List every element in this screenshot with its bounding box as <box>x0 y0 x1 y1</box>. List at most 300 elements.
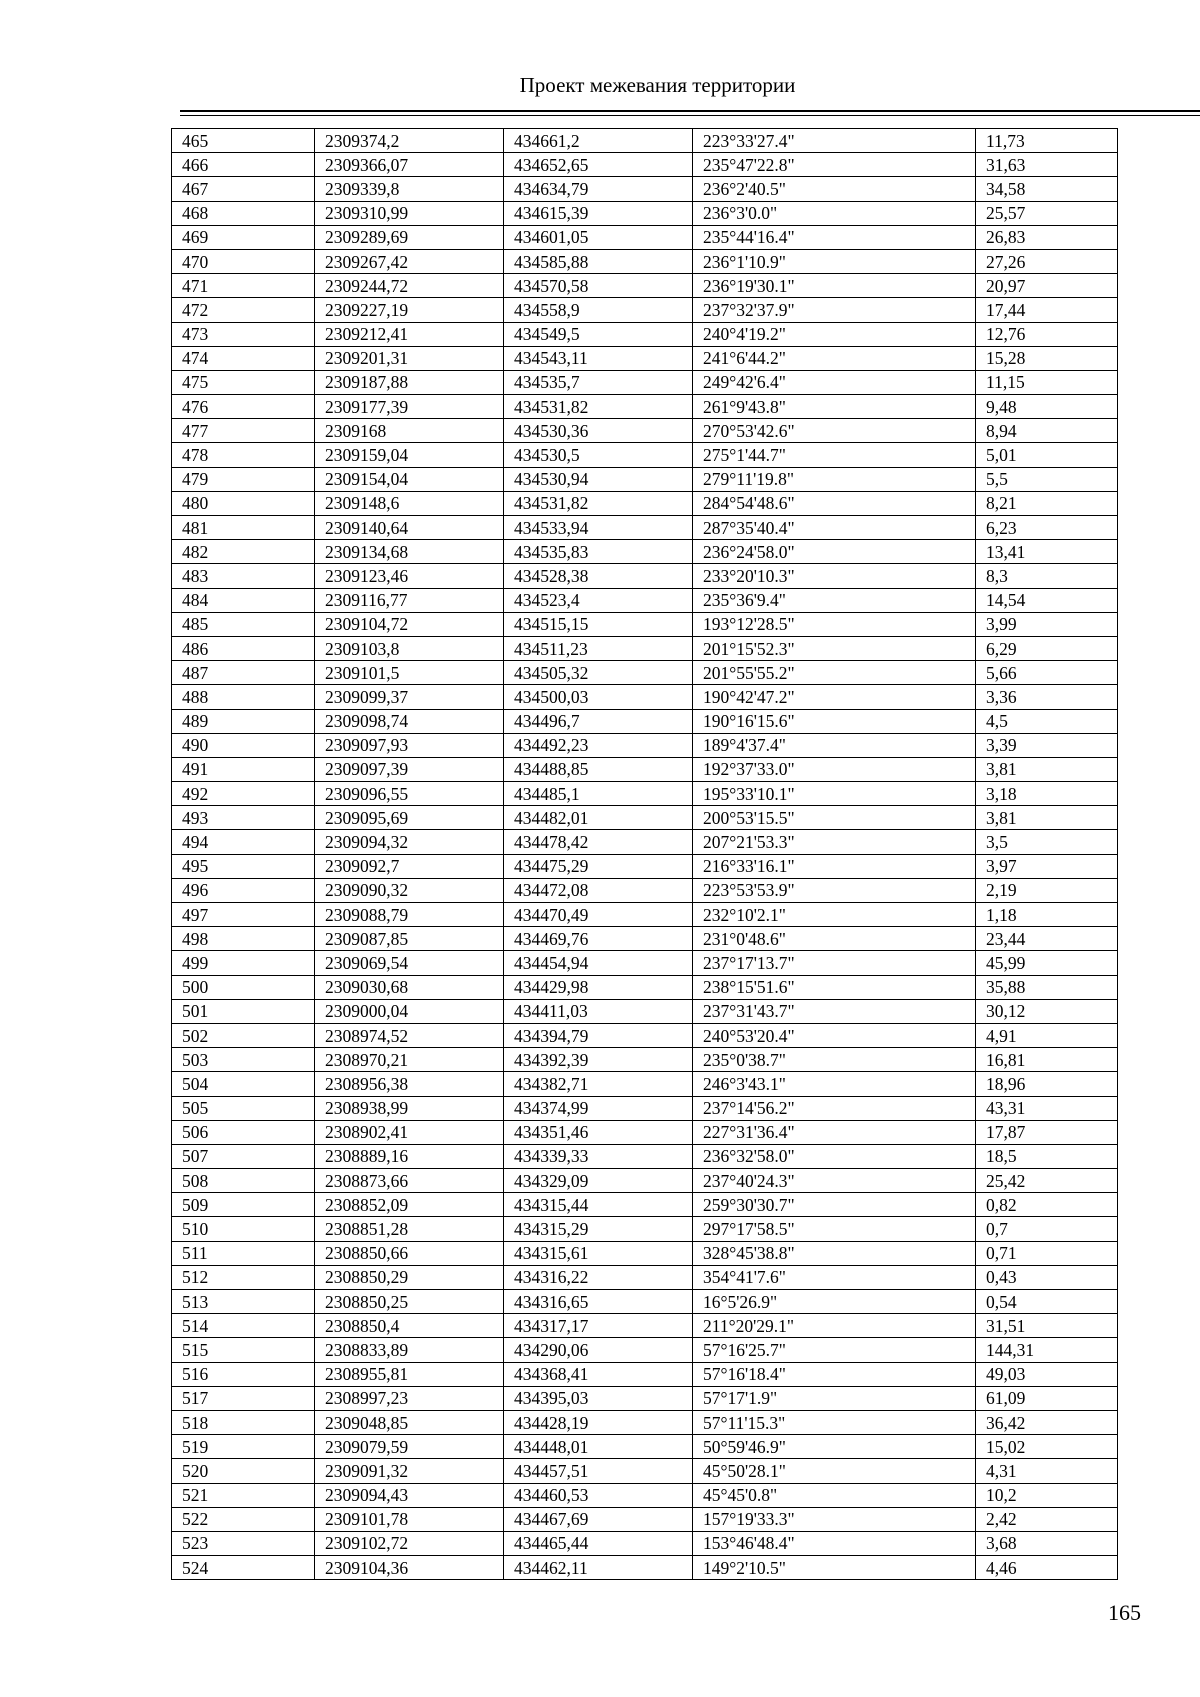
table-row <box>172 1410 1118 1434</box>
point-number-cell: 495 <box>172 854 315 878</box>
point-number-cell: 465 <box>172 129 315 153</box>
bearing-cell: 240°4'19.2" <box>693 322 976 346</box>
table-row <box>172 1072 1118 1096</box>
page-number: 165 <box>1108 1600 1141 1625</box>
distance-cell: 30,12 <box>976 999 1118 1023</box>
y-coordinate-cell: 434652,65 <box>504 153 693 177</box>
x-coordinate-cell: 2309087,85 <box>315 927 504 951</box>
y-coordinate-cell: 434472,08 <box>504 878 693 902</box>
bearing-cell: 354°41'7.6" <box>693 1265 976 1289</box>
bearing-cell: 153°46'48.4" <box>693 1531 976 1555</box>
point-number-cell: 507 <box>172 1144 315 1168</box>
y-coordinate-cell: 434315,29 <box>504 1217 693 1241</box>
distance-cell: 5,5 <box>976 467 1118 491</box>
bearing-cell: 237°40'24.3" <box>693 1169 976 1193</box>
point-number-cell: 516 <box>172 1362 315 1386</box>
bearing-cell: 237°31'43.7" <box>693 999 976 1023</box>
point-number-cell: 501 <box>172 999 315 1023</box>
x-coordinate-cell: 2309187,88 <box>315 370 504 394</box>
bearing-cell: 275°1'44.7" <box>693 443 976 467</box>
y-coordinate-cell: 434448,01 <box>504 1435 693 1459</box>
y-coordinate-cell: 434488,85 <box>504 757 693 781</box>
table-row <box>172 274 1118 298</box>
distance-cell: 3,99 <box>976 612 1118 636</box>
x-coordinate-cell: 2309212,41 <box>315 322 504 346</box>
distance-cell: 3,97 <box>976 854 1118 878</box>
bearing-cell: 57°16'25.7" <box>693 1338 976 1362</box>
x-coordinate-cell: 2308850,4 <box>315 1314 504 1338</box>
y-coordinate-cell: 434570,58 <box>504 274 693 298</box>
point-number-cell: 488 <box>172 685 315 709</box>
distance-cell: 5,01 <box>976 443 1118 467</box>
point-number-cell: 482 <box>172 540 315 564</box>
distance-cell: 11,15 <box>976 370 1118 394</box>
y-coordinate-cell: 434634,79 <box>504 177 693 201</box>
point-number-cell: 485 <box>172 612 315 636</box>
table-row <box>172 1435 1118 1459</box>
x-coordinate-cell: 2309101,78 <box>315 1507 504 1531</box>
distance-cell: 18,96 <box>976 1072 1118 1096</box>
distance-cell: 4,5 <box>976 709 1118 733</box>
y-coordinate-cell: 434523,4 <box>504 588 693 612</box>
distance-cell: 6,23 <box>976 516 1118 540</box>
table-row <box>172 129 1118 153</box>
y-coordinate-cell: 434460,53 <box>504 1483 693 1507</box>
distance-cell: 25,57 <box>976 201 1118 225</box>
distance-cell: 3,68 <box>976 1531 1118 1555</box>
table-row <box>172 1290 1118 1314</box>
point-number-cell: 494 <box>172 830 315 854</box>
point-number-cell: 497 <box>172 903 315 927</box>
distance-cell: 12,76 <box>976 322 1118 346</box>
table-row <box>172 1507 1118 1531</box>
point-number-cell: 515 <box>172 1338 315 1362</box>
table-row <box>172 419 1118 443</box>
x-coordinate-cell: 2308873,66 <box>315 1169 504 1193</box>
table-row <box>172 177 1118 201</box>
y-coordinate-cell: 434395,03 <box>504 1386 693 1410</box>
distance-cell: 0,43 <box>976 1265 1118 1289</box>
point-number-cell: 522 <box>172 1507 315 1531</box>
bearing-cell: 223°53'53.9" <box>693 878 976 902</box>
point-number-cell: 487 <box>172 661 315 685</box>
distance-cell: 0,54 <box>976 1290 1118 1314</box>
table-row <box>172 1169 1118 1193</box>
y-coordinate-cell: 434316,65 <box>504 1290 693 1314</box>
distance-cell: 3,39 <box>976 733 1118 757</box>
x-coordinate-cell: 2309069,54 <box>315 951 504 975</box>
coordinates-table <box>171 128 1118 1580</box>
y-coordinate-cell: 434482,01 <box>504 806 693 830</box>
distance-cell: 0,7 <box>976 1217 1118 1241</box>
y-coordinate-cell: 434531,82 <box>504 491 693 515</box>
distance-cell: 3,18 <box>976 782 1118 806</box>
x-coordinate-cell: 2308970,21 <box>315 1048 504 1072</box>
y-coordinate-cell: 434543,11 <box>504 346 693 370</box>
y-coordinate-cell: 434382,71 <box>504 1072 693 1096</box>
x-coordinate-cell: 2309339,8 <box>315 177 504 201</box>
point-number-cell: 521 <box>172 1483 315 1507</box>
bearing-cell: 189°4'37.4" <box>693 733 976 757</box>
y-coordinate-cell: 434315,44 <box>504 1193 693 1217</box>
y-coordinate-cell: 434429,98 <box>504 975 693 999</box>
y-coordinate-cell: 434469,76 <box>504 927 693 951</box>
distance-cell: 27,26 <box>976 249 1118 273</box>
y-coordinate-cell: 434465,44 <box>504 1531 693 1555</box>
bearing-cell: 241°6'44.2" <box>693 346 976 370</box>
point-number-cell: 493 <box>172 806 315 830</box>
x-coordinate-cell: 2309267,42 <box>315 249 504 273</box>
y-coordinate-cell: 434661,2 <box>504 129 693 153</box>
table-row <box>172 951 1118 975</box>
x-coordinate-cell: 2309140,64 <box>315 516 504 540</box>
table-row <box>172 491 1118 515</box>
x-coordinate-cell: 2309102,72 <box>315 1531 504 1555</box>
table-row <box>172 661 1118 685</box>
table-row <box>172 225 1118 249</box>
x-coordinate-cell: 2309201,31 <box>315 346 504 370</box>
bearing-cell: 237°17'13.7" <box>693 951 976 975</box>
point-number-cell: 471 <box>172 274 315 298</box>
x-coordinate-cell: 2309366,07 <box>315 153 504 177</box>
bearing-cell: 259°30'30.7" <box>693 1193 976 1217</box>
bearing-cell: 216°33'16.1" <box>693 854 976 878</box>
y-coordinate-cell: 434290,06 <box>504 1338 693 1362</box>
point-number-cell: 513 <box>172 1290 315 1314</box>
bearing-cell: 223°33'27.4" <box>693 129 976 153</box>
bearing-cell: 45°50'28.1" <box>693 1459 976 1483</box>
table-row <box>172 782 1118 806</box>
point-number-cell: 478 <box>172 443 315 467</box>
distance-cell: 4,31 <box>976 1459 1118 1483</box>
table-row <box>172 201 1118 225</box>
point-number-cell: 506 <box>172 1120 315 1144</box>
y-coordinate-cell: 434615,39 <box>504 201 693 225</box>
distance-cell: 144,31 <box>976 1338 1118 1362</box>
bearing-cell: 235°44'16.4" <box>693 225 976 249</box>
point-number-cell: 510 <box>172 1217 315 1241</box>
table-row <box>172 733 1118 757</box>
bearing-cell: 237°14'56.2" <box>693 1096 976 1120</box>
x-coordinate-cell: 2309310,99 <box>315 201 504 225</box>
point-number-cell: 511 <box>172 1241 315 1265</box>
x-coordinate-cell: 2309098,74 <box>315 709 504 733</box>
distance-cell: 16,81 <box>976 1048 1118 1072</box>
table-row <box>172 1265 1118 1289</box>
bearing-cell: 236°1'10.9" <box>693 249 976 273</box>
table-row <box>172 1144 1118 1168</box>
distance-cell: 8,94 <box>976 419 1118 443</box>
bearing-cell: 195°33'10.1" <box>693 782 976 806</box>
y-coordinate-cell: 434530,5 <box>504 443 693 467</box>
x-coordinate-cell: 2309374,2 <box>315 129 504 153</box>
distance-cell: 18,5 <box>976 1144 1118 1168</box>
table-row <box>172 153 1118 177</box>
x-coordinate-cell: 2309092,7 <box>315 854 504 878</box>
x-coordinate-cell: 2309116,77 <box>315 588 504 612</box>
table-row <box>172 612 1118 636</box>
y-coordinate-cell: 434585,88 <box>504 249 693 273</box>
bearing-cell: 232°10'2.1" <box>693 903 976 927</box>
x-coordinate-cell: 2308852,09 <box>315 1193 504 1217</box>
point-number-cell: 498 <box>172 927 315 951</box>
table-row <box>172 1023 1118 1047</box>
distance-cell: 4,46 <box>976 1556 1118 1580</box>
table-row <box>172 370 1118 394</box>
x-coordinate-cell: 2309103,8 <box>315 636 504 660</box>
y-coordinate-cell: 434454,94 <box>504 951 693 975</box>
table-row <box>172 443 1118 467</box>
x-coordinate-cell: 2309227,19 <box>315 298 504 322</box>
y-coordinate-cell: 434329,09 <box>504 1169 693 1193</box>
y-coordinate-cell: 434394,79 <box>504 1023 693 1047</box>
y-coordinate-cell: 434530,36 <box>504 419 693 443</box>
y-coordinate-cell: 434316,22 <box>504 1265 693 1289</box>
y-coordinate-cell: 434475,29 <box>504 854 693 878</box>
point-number-cell: 468 <box>172 201 315 225</box>
distance-cell: 15,02 <box>976 1435 1118 1459</box>
distance-cell: 3,81 <box>976 757 1118 781</box>
x-coordinate-cell: 2309154,04 <box>315 467 504 491</box>
table-row <box>172 1241 1118 1265</box>
x-coordinate-cell: 2309177,39 <box>315 395 504 419</box>
x-coordinate-cell: 2309097,93 <box>315 733 504 757</box>
x-coordinate-cell: 2309289,69 <box>315 225 504 249</box>
distance-cell: 23,44 <box>976 927 1118 951</box>
table-row <box>172 564 1118 588</box>
x-coordinate-cell: 2309104,36 <box>315 1556 504 1580</box>
bearing-cell: 246°3'43.1" <box>693 1072 976 1096</box>
y-coordinate-cell: 434533,94 <box>504 516 693 540</box>
distance-cell: 31,63 <box>976 153 1118 177</box>
bearing-cell: 236°3'0.0" <box>693 201 976 225</box>
x-coordinate-cell: 2309048,85 <box>315 1410 504 1434</box>
table-row <box>172 1362 1118 1386</box>
x-coordinate-cell: 2309030,68 <box>315 975 504 999</box>
table-row <box>172 395 1118 419</box>
distance-cell: 2,42 <box>976 1507 1118 1531</box>
bearing-cell: 193°12'28.5" <box>693 612 976 636</box>
x-coordinate-cell: 2309101,5 <box>315 661 504 685</box>
point-number-cell: 504 <box>172 1072 315 1096</box>
bearing-cell: 249°42'6.4" <box>693 370 976 394</box>
bearing-cell: 240°53'20.4" <box>693 1023 976 1047</box>
bearing-cell: 50°59'46.9" <box>693 1435 976 1459</box>
table-row <box>172 516 1118 540</box>
bearing-cell: 200°53'15.5" <box>693 806 976 830</box>
y-coordinate-cell: 434496,7 <box>504 709 693 733</box>
point-number-cell: 470 <box>172 249 315 273</box>
y-coordinate-cell: 434368,41 <box>504 1362 693 1386</box>
y-coordinate-cell: 434317,17 <box>504 1314 693 1338</box>
table-row <box>172 927 1118 951</box>
table-row <box>172 1217 1118 1241</box>
table-row <box>172 298 1118 322</box>
table-row <box>172 1531 1118 1555</box>
point-number-cell: 490 <box>172 733 315 757</box>
distance-cell: 9,48 <box>976 395 1118 419</box>
bearing-cell: 297°17'58.5" <box>693 1217 976 1241</box>
y-coordinate-cell: 434470,49 <box>504 903 693 927</box>
table-row <box>172 1386 1118 1410</box>
distance-cell: 31,51 <box>976 1314 1118 1338</box>
point-number-cell: 476 <box>172 395 315 419</box>
x-coordinate-cell: 2309097,39 <box>315 757 504 781</box>
distance-cell: 8,21 <box>976 491 1118 515</box>
distance-cell: 11,73 <box>976 129 1118 153</box>
y-coordinate-cell: 434531,82 <box>504 395 693 419</box>
distance-cell: 17,87 <box>976 1120 1118 1144</box>
point-number-cell: 489 <box>172 709 315 733</box>
distance-cell: 35,88 <box>976 975 1118 999</box>
distance-cell: 43,31 <box>976 1096 1118 1120</box>
y-coordinate-cell: 434530,94 <box>504 467 693 491</box>
table-row <box>172 854 1118 878</box>
bearing-cell: 236°2'40.5" <box>693 177 976 201</box>
table-row <box>172 975 1118 999</box>
y-coordinate-cell: 434528,38 <box>504 564 693 588</box>
distance-cell: 0,71 <box>976 1241 1118 1265</box>
table-row <box>172 878 1118 902</box>
distance-cell: 36,42 <box>976 1410 1118 1434</box>
bearing-cell: 57°17'1.9" <box>693 1386 976 1410</box>
point-number-cell: 491 <box>172 757 315 781</box>
distance-cell: 45,99 <box>976 951 1118 975</box>
distance-cell: 15,28 <box>976 346 1118 370</box>
point-number-cell: 517 <box>172 1386 315 1410</box>
table-row <box>172 1120 1118 1144</box>
distance-cell: 20,97 <box>976 274 1118 298</box>
point-number-cell: 483 <box>172 564 315 588</box>
x-coordinate-cell: 2308833,89 <box>315 1338 504 1362</box>
table-row <box>172 588 1118 612</box>
bearing-cell: 201°15'52.3" <box>693 636 976 660</box>
x-coordinate-cell: 2308997,23 <box>315 1386 504 1410</box>
bearing-cell: 231°0'48.6" <box>693 927 976 951</box>
point-number-cell: 523 <box>172 1531 315 1555</box>
x-coordinate-cell: 2308851,28 <box>315 1217 504 1241</box>
bearing-cell: 190°16'15.6" <box>693 709 976 733</box>
x-coordinate-cell: 2308974,52 <box>315 1023 504 1047</box>
y-coordinate-cell: 434601,05 <box>504 225 693 249</box>
distance-cell: 10,2 <box>976 1483 1118 1507</box>
y-coordinate-cell: 434351,46 <box>504 1120 693 1144</box>
point-number-cell: 474 <box>172 346 315 370</box>
table-row <box>172 467 1118 491</box>
bearing-cell: 149°2'10.5" <box>693 1556 976 1580</box>
bearing-cell: 235°0'38.7" <box>693 1048 976 1072</box>
bearing-cell: 236°32'58.0" <box>693 1144 976 1168</box>
x-coordinate-cell: 2308850,25 <box>315 1290 504 1314</box>
header-rule-thin <box>180 115 1200 116</box>
bearing-cell: 211°20'29.1" <box>693 1314 976 1338</box>
header-rule-thick <box>180 110 1200 112</box>
bearing-cell: 57°11'15.3" <box>693 1410 976 1434</box>
y-coordinate-cell: 434535,7 <box>504 370 693 394</box>
point-number-cell: 503 <box>172 1048 315 1072</box>
point-number-cell: 477 <box>172 419 315 443</box>
table-row <box>172 1338 1118 1362</box>
bearing-cell: 238°15'51.6" <box>693 975 976 999</box>
bearing-cell: 328°45'38.8" <box>693 1241 976 1265</box>
point-number-cell: 492 <box>172 782 315 806</box>
point-number-cell: 512 <box>172 1265 315 1289</box>
y-coordinate-cell: 434392,39 <box>504 1048 693 1072</box>
bearing-cell: 284°54'48.6" <box>693 491 976 515</box>
distance-cell: 25,42 <box>976 1169 1118 1193</box>
x-coordinate-cell: 2309244,72 <box>315 274 504 298</box>
bearing-cell: 270°53'42.6" <box>693 419 976 443</box>
point-number-cell: 473 <box>172 322 315 346</box>
point-number-cell: 508 <box>172 1169 315 1193</box>
distance-cell: 8,3 <box>976 564 1118 588</box>
bearing-cell: 157°19'33.3" <box>693 1507 976 1531</box>
y-coordinate-cell: 434505,32 <box>504 661 693 685</box>
x-coordinate-cell: 2309095,69 <box>315 806 504 830</box>
y-coordinate-cell: 434515,15 <box>504 612 693 636</box>
bearing-cell: 201°55'55.2" <box>693 661 976 685</box>
point-number-cell: 505 <box>172 1096 315 1120</box>
x-coordinate-cell: 2309090,32 <box>315 878 504 902</box>
point-number-cell: 500 <box>172 975 315 999</box>
table-row <box>172 1459 1118 1483</box>
table-row <box>172 636 1118 660</box>
point-number-cell: 496 <box>172 878 315 902</box>
point-number-cell: 480 <box>172 491 315 515</box>
x-coordinate-cell: 2308889,16 <box>315 1144 504 1168</box>
x-coordinate-cell: 2309088,79 <box>315 903 504 927</box>
point-number-cell: 509 <box>172 1193 315 1217</box>
x-coordinate-cell: 2309000,04 <box>315 999 504 1023</box>
distance-cell: 0,82 <box>976 1193 1118 1217</box>
y-coordinate-cell: 434374,99 <box>504 1096 693 1120</box>
distance-cell: 3,5 <box>976 830 1118 854</box>
table-row <box>172 757 1118 781</box>
point-number-cell: 524 <box>172 1556 315 1580</box>
x-coordinate-cell: 2309094,32 <box>315 830 504 854</box>
point-number-cell: 481 <box>172 516 315 540</box>
page-header-title: Проект межевания территории <box>519 73 796 97</box>
point-number-cell: 466 <box>172 153 315 177</box>
distance-cell: 3,81 <box>976 806 1118 830</box>
bearing-cell: 237°32'37.9" <box>693 298 976 322</box>
point-number-cell: 514 <box>172 1314 315 1338</box>
point-number-cell: 469 <box>172 225 315 249</box>
x-coordinate-cell: 2309091,32 <box>315 1459 504 1483</box>
x-coordinate-cell: 2309168 <box>315 419 504 443</box>
distance-cell: 13,41 <box>976 540 1118 564</box>
distance-cell: 4,91 <box>976 1023 1118 1047</box>
table-row <box>172 806 1118 830</box>
x-coordinate-cell: 2308956,38 <box>315 1072 504 1096</box>
table-row <box>172 1314 1118 1338</box>
x-coordinate-cell: 2309079,59 <box>315 1435 504 1459</box>
point-number-cell: 472 <box>172 298 315 322</box>
distance-cell: 14,54 <box>976 588 1118 612</box>
table-row <box>172 540 1118 564</box>
x-coordinate-cell: 2309134,68 <box>315 540 504 564</box>
y-coordinate-cell: 434478,42 <box>504 830 693 854</box>
table-row <box>172 999 1118 1023</box>
x-coordinate-cell: 2308850,66 <box>315 1241 504 1265</box>
y-coordinate-cell: 434411,03 <box>504 999 693 1023</box>
distance-cell: 17,44 <box>976 298 1118 322</box>
table-row <box>172 1483 1118 1507</box>
bearing-cell: 235°36'9.4" <box>693 588 976 612</box>
y-coordinate-cell: 434492,23 <box>504 733 693 757</box>
bearing-cell: 190°42'47.2" <box>693 685 976 709</box>
bearing-cell: 287°35'40.4" <box>693 516 976 540</box>
